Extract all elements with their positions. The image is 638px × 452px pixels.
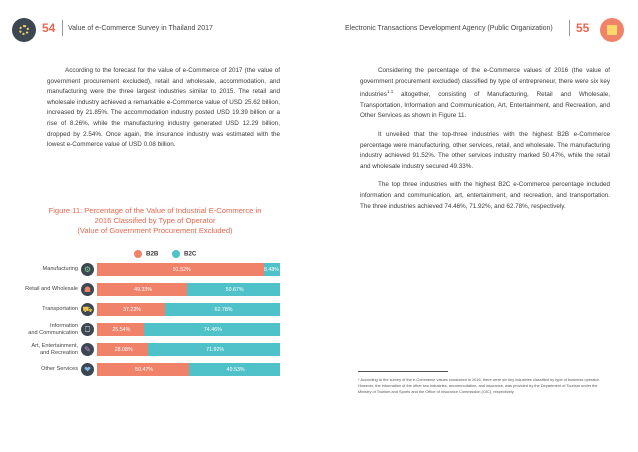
handshake-icon: ❤ [81, 363, 94, 376]
data-label: 25.54% [112, 326, 131, 333]
left-paragraph: According to the forecast for the value of e-Commerce of 2017 (the value of government procurement excluded), retail and wholesale, accommodation, and manufacturing were the three largest industries similar to 2015. The retail and wholesale industry achieved a remarkable e-Commerce value of USD 25.62 billion, increased by 21.85%. The accommodation industry posted USD 19.39 billion or a rise of 8.26%, while the manufacturing industry generated USD 12.29 billion, dropped by 2.54%. Once again, the insurance industry was estimated with the lowest e-Commerce value of USD 0.08 billion. [47, 67, 280, 149]
right-paragraph-3: The top three industries with the highest B2C e-Commerce percentage included information and communication, art, entertainment, and recreation, and transportation. The three industries achieved 74.46%, 71.92%, and 62.78%, respectively. [360, 181, 610, 210]
data-label: 62.78% [214, 306, 233, 313]
legend-label-b2c: B2C [184, 250, 197, 258]
bar-segment-b2b [97, 323, 144, 336]
figure-title [30, 206, 280, 236]
bar-segment-b2c [189, 363, 280, 376]
right-body-text [360, 66, 610, 220]
category-label-line: Information [50, 323, 78, 330]
category-label-line: Manufacturing [42, 266, 78, 273]
category-label-line: Retail and Wholesale [25, 286, 78, 293]
bar-segment-b2b [97, 263, 264, 276]
bar-segment-b2c [144, 323, 280, 336]
left-body-text [47, 66, 280, 159]
data-label: 49.53% [226, 366, 245, 373]
category-label [8, 366, 78, 372]
data-label: 50.47% [135, 366, 154, 373]
data-label: 28.08% [114, 346, 133, 353]
building-icon [607, 25, 617, 35]
bar-segment-b2b [97, 303, 165, 316]
data-label: 49.33% [134, 286, 153, 293]
data-label: 71.92% [206, 346, 225, 353]
bar-segment-b2c [264, 263, 280, 276]
category-label-line: Transportation [42, 306, 78, 313]
bar-row [97, 343, 280, 356]
bar-segment-b2c [165, 303, 280, 316]
figure-title-line1: Figure 11: Percentage of the Value of Industrial E-Commerce in [48, 206, 262, 215]
bar-segment-b2b [97, 283, 187, 296]
category-label-line: and Communication [28, 329, 78, 336]
gear-icon: ⚙ [81, 263, 94, 276]
figure-title-line3: (Value of Government Procurement Excluded) [77, 226, 233, 235]
data-label: 91.52% [172, 266, 191, 273]
data-label: 37.22% [123, 306, 142, 313]
bar-segment-b2b [97, 343, 148, 356]
figure-title-line2: 2016 Classified by Type of Operator [94, 216, 216, 225]
right-header-title: Electronic Transactions Development Agency (Public Organization) [345, 25, 553, 32]
right-paragraph-1: Considering the percentage of the e-Commerce values of 2016 (the value of government procurement excluded) classified by type of entrepreneur, there were six key industries$^{1.1}$ altogether, consisting of Manufacturing, Retail and Wholesale, Transportation, Information and Communication, Art, Entertainment, and Recreation, and Other Services as shown in Figure 11. [360, 67, 610, 120]
category-label [8, 266, 78, 272]
footnote-rule [358, 371, 448, 372]
category-label-line: Art, Entertainment, [31, 343, 78, 350]
category-label [8, 343, 78, 356]
legend-b2c [172, 250, 196, 258]
legend-swatch-b2c [172, 250, 180, 258]
data-label: 74.46% [203, 326, 222, 333]
data-label: 8.48% [263, 266, 279, 273]
category-label-line: Other Services [41, 366, 78, 373]
bar-segment-b2c [187, 283, 280, 296]
category-label [8, 323, 78, 336]
bar-segment-b2b [97, 363, 189, 376]
category-label [8, 286, 78, 292]
left-header-icon [12, 18, 36, 42]
palette-icon: ✎ [81, 343, 94, 356]
data-label: 50.67% [225, 286, 244, 293]
bar-segment-b2c [148, 343, 280, 356]
category-label-line: and Recreation [40, 349, 78, 356]
header-divider [62, 20, 63, 36]
bar-row [97, 323, 280, 336]
shop-icon: ☗ [81, 283, 94, 296]
footnote: * According to the survey of the e-Commerce values conducted in 2016, there were six key industries classified by type of business operator. However, the information of the other two industries, accommodation, and insurance, was provided by the Department of Tourism under the Ministry of Tourism and Sports and the Office of Insurance Commission (OIC), respectively. [358, 377, 600, 395]
legend-b2b [134, 250, 158, 258]
right-page-number: 55 [576, 21, 590, 35]
right-paragraph-2: It unveiled that the top-three industries with the highest B2B e-Commerce percentage were manufacturing, other services, retail, and wholesale. The manufacturing industry achieved 91.52%. The other services industry marked 50.47%, while the retail and wholesale industry secured 49.33%. [360, 131, 610, 170]
truck-icon: ⛟ [82, 305, 93, 314]
legend-swatch-b2b [134, 250, 142, 258]
bar-row [97, 303, 280, 316]
gear-icon [19, 25, 29, 35]
bar-row [97, 363, 280, 376]
header-divider-right [569, 20, 570, 36]
left-header-title: Value of e-Commerce Survey in Thailand 2017 [68, 25, 213, 32]
legend-label-b2b: B2B [146, 250, 159, 258]
bar-row [97, 263, 280, 276]
category-label [8, 306, 78, 312]
right-header-icon [600, 18, 624, 42]
left-page-number: 54 [42, 21, 56, 35]
bar-row [97, 283, 280, 296]
footnote-marker: 1.1 [386, 89, 394, 95]
computer-icon: ⎕ [81, 323, 94, 336]
